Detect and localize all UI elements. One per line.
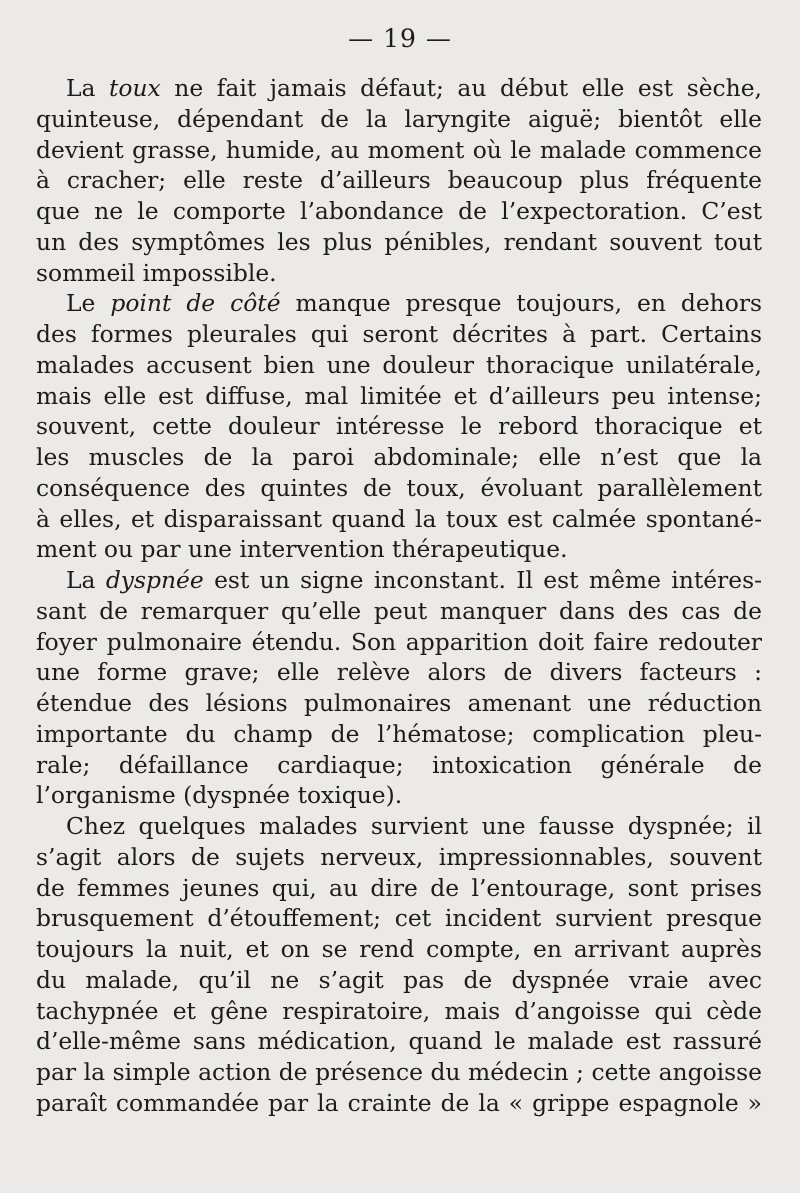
text-run: La xyxy=(66,566,106,594)
text-run: les muscles de la paroi abdominale; elle n’est que la xyxy=(36,443,762,471)
text-run: conséquence des quintes de toux, évoluant parallèlement xyxy=(36,473,762,502)
text-run: importante du champ de l’hématose; complication pleu- xyxy=(36,719,762,748)
text-line xyxy=(36,442,762,473)
text-run: s’agit alors de sujets nerveux, impressionnables, souvent xyxy=(36,842,762,871)
text-line xyxy=(36,688,762,719)
text-line xyxy=(36,1088,762,1119)
paragraph xyxy=(36,288,762,565)
text-run: ment ou par une intervention thérapeutique. xyxy=(36,535,568,564)
text-line xyxy=(36,965,762,996)
text-line xyxy=(36,504,762,535)
body-text xyxy=(36,73,762,1119)
text-line xyxy=(36,350,762,381)
text-line xyxy=(36,196,762,227)
text-line xyxy=(36,903,762,934)
text-line xyxy=(36,627,762,658)
text-line xyxy=(36,534,762,565)
text-line xyxy=(36,719,762,750)
text-line xyxy=(36,473,762,504)
text-line xyxy=(36,842,762,873)
text-line xyxy=(36,135,762,166)
italic-term: point de côté xyxy=(110,289,281,318)
text-line xyxy=(36,811,762,842)
text-line xyxy=(36,381,762,412)
text-run: mais elle est diffuse, mal limitée et d’ailleurs peu intense; xyxy=(36,381,762,410)
text-line xyxy=(36,565,762,596)
text-line xyxy=(36,657,762,688)
text-run: sant de remarquer qu’elle peut manquer dans des cas de xyxy=(36,596,762,625)
text-run: à cracher; elle reste d’ailleurs beaucoup plus fréquente xyxy=(36,166,762,195)
text-run: un des symptômes les plus pénibles, rendant souvent tout xyxy=(36,227,762,256)
text-run: est un signe inconstant. Il est même intéres- xyxy=(203,566,762,594)
text-line xyxy=(36,258,762,289)
text-run: brusquement d’étouffement; cet incident survient presque xyxy=(36,904,762,933)
text-run: d’elle-même sans médication, quand le malade est rassuré xyxy=(36,1027,762,1056)
text-run: malades accusent bien une douleur thoracique unilatérale, xyxy=(36,350,762,379)
text-run: étendue des lésions pulmonaires amenant une réduction xyxy=(36,689,762,717)
text-line xyxy=(36,934,762,965)
text-run: sommeil impossible. xyxy=(36,258,277,287)
italic-term: toux xyxy=(109,74,161,102)
text-run: rale; défaillance cardiaque; intoxication générale de xyxy=(36,750,762,779)
text-line xyxy=(36,1026,762,1057)
text-run: une forme grave; elle relève alors de divers facteurs : xyxy=(36,658,762,687)
italic-term: dyspnée xyxy=(105,566,204,594)
text-run: par la simple action de présence du médecin ; cette angoisse xyxy=(36,1058,762,1086)
text-run: Chez quelques malades survient une fausse dyspnée; il xyxy=(66,812,762,840)
page-number: — 19 — xyxy=(348,24,452,53)
text-run: paraît commandée par la crainte de la « grippe espagnole » xyxy=(36,1088,762,1117)
text-run: de femmes jeunes qui, au dire de l’entourage, sont prises xyxy=(36,873,762,902)
text-run: manque presque toujours, en dehors xyxy=(280,289,763,318)
text-line xyxy=(36,1057,762,1088)
text-run: Le xyxy=(66,289,111,318)
text-line xyxy=(36,319,762,350)
text-run: que ne le comporte l’abondance de l’expectoration. C’est xyxy=(36,197,762,225)
text-run: tachypnée et gêne respiratoire, mais d’angoisse qui cède xyxy=(36,996,762,1025)
text-line xyxy=(36,73,762,104)
text-run: ne fait jamais défaut; au début elle est sèche, xyxy=(160,74,762,102)
paragraph xyxy=(36,73,762,288)
text-run: La xyxy=(66,74,110,102)
text-line xyxy=(36,780,762,811)
text-line xyxy=(36,104,762,135)
text-line xyxy=(36,411,762,442)
text-line xyxy=(36,288,762,319)
text-run: devient grasse, humide, au moment où le malade commence xyxy=(36,135,762,164)
text-run: l’organisme (dyspnée toxique). xyxy=(36,781,403,810)
text-run: foyer pulmonaire étendu. Son apparition doit faire redouter xyxy=(36,627,762,656)
text-run: à elles, et disparaissant quand la toux est calmée spontané- xyxy=(36,504,762,533)
text-line xyxy=(36,873,762,904)
text-line xyxy=(36,165,762,196)
text-run: souvent, cette douleur intéresse le rebord thoracique et xyxy=(36,412,762,441)
text-line xyxy=(36,596,762,627)
text-line xyxy=(36,227,762,258)
text-run: du malade, qu’il ne s’agit pas de dyspnée vraie avec xyxy=(36,965,762,994)
paragraph xyxy=(36,565,762,811)
text-line xyxy=(36,996,762,1027)
text-run: quinteuse, dépendant de la laryngite aiguë; bientôt elle xyxy=(36,104,762,133)
text-run: toujours la nuit, et on se rend compte, en arrivant auprès xyxy=(36,935,762,963)
text-run: des formes pleurales qui seront décrites à part. Certains xyxy=(36,320,762,348)
paragraph xyxy=(36,811,762,1119)
text-line xyxy=(36,750,762,781)
